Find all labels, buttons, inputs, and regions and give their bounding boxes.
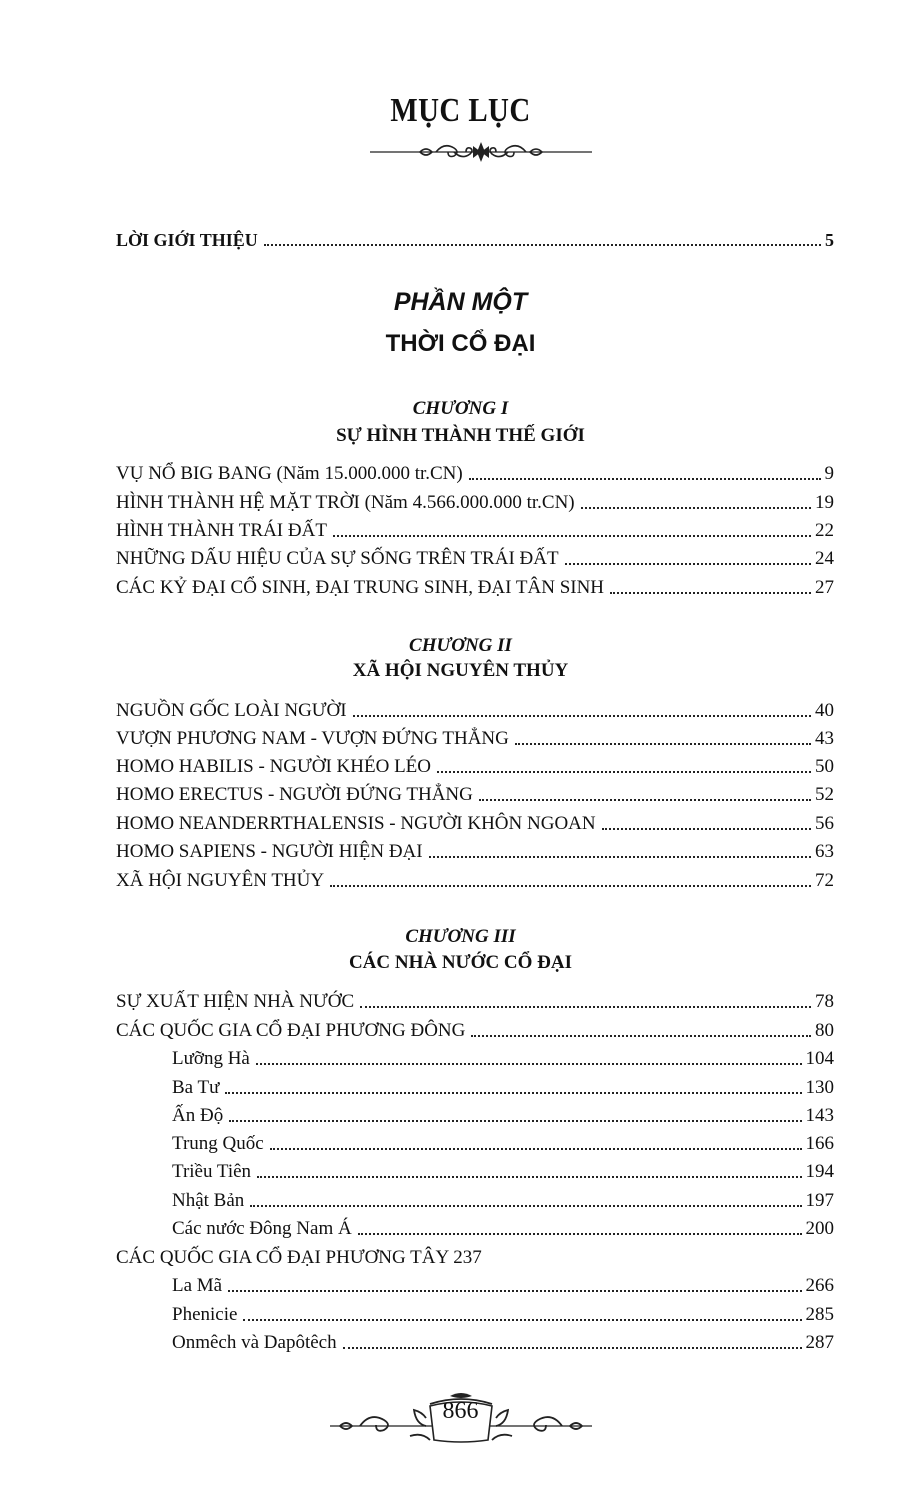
chapter-label: CHƯƠNG I	[412, 398, 509, 419]
toc-entry-label: HOMO NEANDERRTHALENSIS - NGƯỜI KHÔN NGOAN	[116, 813, 596, 834]
toc-subentry[interactable]	[172, 1045, 834, 1071]
toc-entry-label: SỰ XUẤT HIỆN NHÀ NƯỚC	[116, 991, 355, 1012]
toc-entry-page: 104	[805, 1048, 834, 1069]
toc-entry[interactable]	[116, 545, 834, 571]
toc-subentry[interactable]	[172, 1158, 834, 1184]
toc-subentry[interactable]	[172, 1187, 834, 1213]
toc-entry-label: Onmêch và Dapôtêch	[172, 1332, 337, 1353]
toc-entry-page: 80	[815, 1020, 834, 1041]
leader-dots	[333, 529, 811, 537]
toc-entry-page: 50	[815, 756, 834, 777]
toc-entry[interactable]	[116, 753, 834, 779]
leader-dots	[229, 1114, 801, 1122]
chapter-label: CHƯƠNG II	[409, 635, 512, 656]
toc-entry-page: 19	[815, 492, 834, 513]
toc-entry-label: VƯỢN PHƯƠNG NAM - VƯỢN ĐỨNG THẲNG	[116, 728, 509, 749]
toc-subentry[interactable]	[172, 1329, 834, 1355]
toc-entry-label: Nhật Bản	[172, 1190, 245, 1211]
leader-dots	[228, 1284, 801, 1292]
toc-entry-label: Ba Tư	[172, 1077, 220, 1098]
toc-entry[interactable]	[116, 517, 834, 543]
toc-entry-page: 40	[815, 700, 834, 721]
toc-entry[interactable]	[116, 725, 834, 751]
toc-entry-page: 63	[815, 841, 834, 862]
toc-entry-page: 24	[815, 548, 834, 569]
toc-entry-label: VỤ NỔ BIG BANG (Năm 15.000.000 tr.CN)	[116, 463, 463, 484]
part-subtitle: THỜI CỔ ĐẠI	[385, 330, 536, 357]
toc-entry[interactable]	[116, 810, 834, 836]
chapter-title: SỰ HÌNH THÀNH THẾ GIỚI	[336, 425, 585, 446]
leader-dots	[343, 1341, 802, 1349]
toc-entry[interactable]	[116, 574, 834, 600]
toc-entry-page: 72	[815, 870, 834, 891]
toc-entry-label: Triều Tiên	[172, 1161, 252, 1182]
toc-entry-label: La Mã	[172, 1275, 223, 1296]
toc-entry-page: 197	[805, 1190, 834, 1211]
toc-entry-page: 143	[805, 1105, 834, 1126]
part-name: PHẦN MỘT	[393, 288, 528, 316]
toc-subentry[interactable]	[172, 1215, 834, 1241]
toc-entry-page: 266	[805, 1275, 834, 1296]
leader-dots	[515, 737, 811, 745]
chapter-title: XÃ HỘI NGUYÊN THỦY	[352, 660, 569, 681]
toc-entry-page: 200	[805, 1218, 834, 1239]
toc-entry-label: HOMO ERECTUS - NGƯỜI ĐỨNG THẲNG	[116, 784, 473, 805]
toc-entry[interactable]	[116, 460, 834, 486]
toc-subentry[interactable]	[172, 1102, 834, 1128]
chapter-label: CHƯƠNG III	[405, 926, 516, 947]
leader-dots	[353, 709, 811, 717]
toc-entry-label: NHỮNG DẤU HIỆU CỦA SỰ SỐNG TRÊN TRÁI ĐẤT	[116, 548, 559, 569]
toc-entry-label: LỜI GIỚI THIỆU	[116, 230, 258, 250]
toc-entry-label: CÁC KỶ ĐẠI CỔ SINH, ĐẠI TRUNG SINH, ĐẠI TÂN SINH	[116, 577, 605, 598]
page-number: 866	[442, 1398, 479, 1424]
toc-entry-label: Lưỡng Hà	[172, 1048, 250, 1069]
toc-entry[interactable]	[116, 489, 834, 515]
toc-subentry[interactable]	[172, 1301, 834, 1327]
toc-entry-page: 78	[815, 991, 834, 1012]
leader-dots	[243, 1313, 801, 1321]
leader-dots	[429, 850, 811, 858]
toc-entry[interactable]	[116, 1017, 834, 1043]
toc-entry-label: Phenicie	[172, 1304, 238, 1325]
toc-entry-label: Trung Quốc	[172, 1133, 264, 1154]
toc-entry-label: NGUỒN GỐC LOÀI NGƯỜI	[116, 700, 347, 721]
toc-entry-page: 27	[815, 577, 834, 598]
toc-entry[interactable]	[116, 1244, 834, 1270]
toc-entry-label: HOMO HABILIS - NGƯỜI KHÉO LÉO	[116, 756, 432, 777]
leader-dots	[270, 1142, 802, 1150]
toc-entry-page: 285	[805, 1304, 834, 1325]
leader-dots	[602, 822, 811, 830]
leader-dots	[256, 1057, 802, 1065]
chapter-title: CÁC NHÀ NƯỚC CỔ ĐẠI	[348, 952, 573, 973]
toc-entry-page: 5	[825, 230, 834, 250]
leader-dots	[330, 879, 811, 887]
toc-entry-page: 56	[815, 813, 834, 834]
toc-entry-page: 9	[824, 463, 834, 484]
leader-dots	[264, 238, 821, 246]
leader-dots	[437, 765, 811, 773]
leader-dots	[358, 1227, 802, 1235]
toc-entry-label: HÌNH THÀNH HỆ MẶT TRỜI (Năm 4.566.000.000 tr.CN)	[116, 492, 575, 513]
toc-subentry[interactable]	[172, 1130, 834, 1156]
leader-dots	[610, 586, 811, 594]
toc-entry-label: Các nước Đông Nam Á	[172, 1218, 352, 1239]
leader-dots	[471, 1029, 811, 1037]
toc-entry-page: 194	[805, 1161, 834, 1182]
page-title: MỤC LỤC	[390, 92, 531, 129]
toc-subentry[interactable]	[172, 1074, 834, 1100]
toc-entry-label: HOMO SAPIENS - NGƯỜI HIỆN ĐẠI	[116, 841, 423, 862]
toc-entry-intro[interactable]	[116, 226, 834, 252]
leader-dots	[479, 793, 811, 801]
leader-dots	[257, 1170, 801, 1178]
toc-entry-label: Ấn Độ	[172, 1105, 224, 1126]
toc-entry-page: 52	[815, 784, 834, 805]
leader-dots	[565, 557, 811, 565]
toc-subentry[interactable]	[172, 1272, 834, 1298]
leader-dots	[250, 1199, 801, 1207]
toc-entry-page: 43	[815, 728, 834, 749]
leader-dots	[469, 472, 821, 480]
toc-entry[interactable]	[116, 838, 834, 864]
toc-entry[interactable]	[116, 781, 834, 807]
toc-entry-label: CÁC QUỐC GIA CỔ ĐẠI PHƯƠNG TÂY 237	[116, 1247, 482, 1268]
leader-dots	[360, 1000, 811, 1008]
toc-entry[interactable]	[116, 697, 834, 723]
toc-entry[interactable]	[116, 867, 834, 893]
toc-entry-page: 130	[805, 1077, 834, 1098]
toc-entry[interactable]	[116, 988, 834, 1014]
toc-entry-label: XÃ HỘI NGUYÊN THỦY	[116, 870, 325, 891]
leader-dots	[581, 501, 811, 509]
title-ornament-icon	[370, 138, 592, 166]
toc-entry-page: 166	[805, 1133, 834, 1154]
toc-entry-page: 22	[815, 520, 834, 541]
leader-dots	[225, 1086, 801, 1094]
toc-entry-page: 287	[805, 1332, 834, 1353]
toc-entry-label: CÁC QUỐC GIA CỔ ĐẠI PHƯƠNG ĐÔNG	[116, 1020, 466, 1041]
toc-entry-label: HÌNH THÀNH TRÁI ĐẤT	[116, 520, 327, 541]
